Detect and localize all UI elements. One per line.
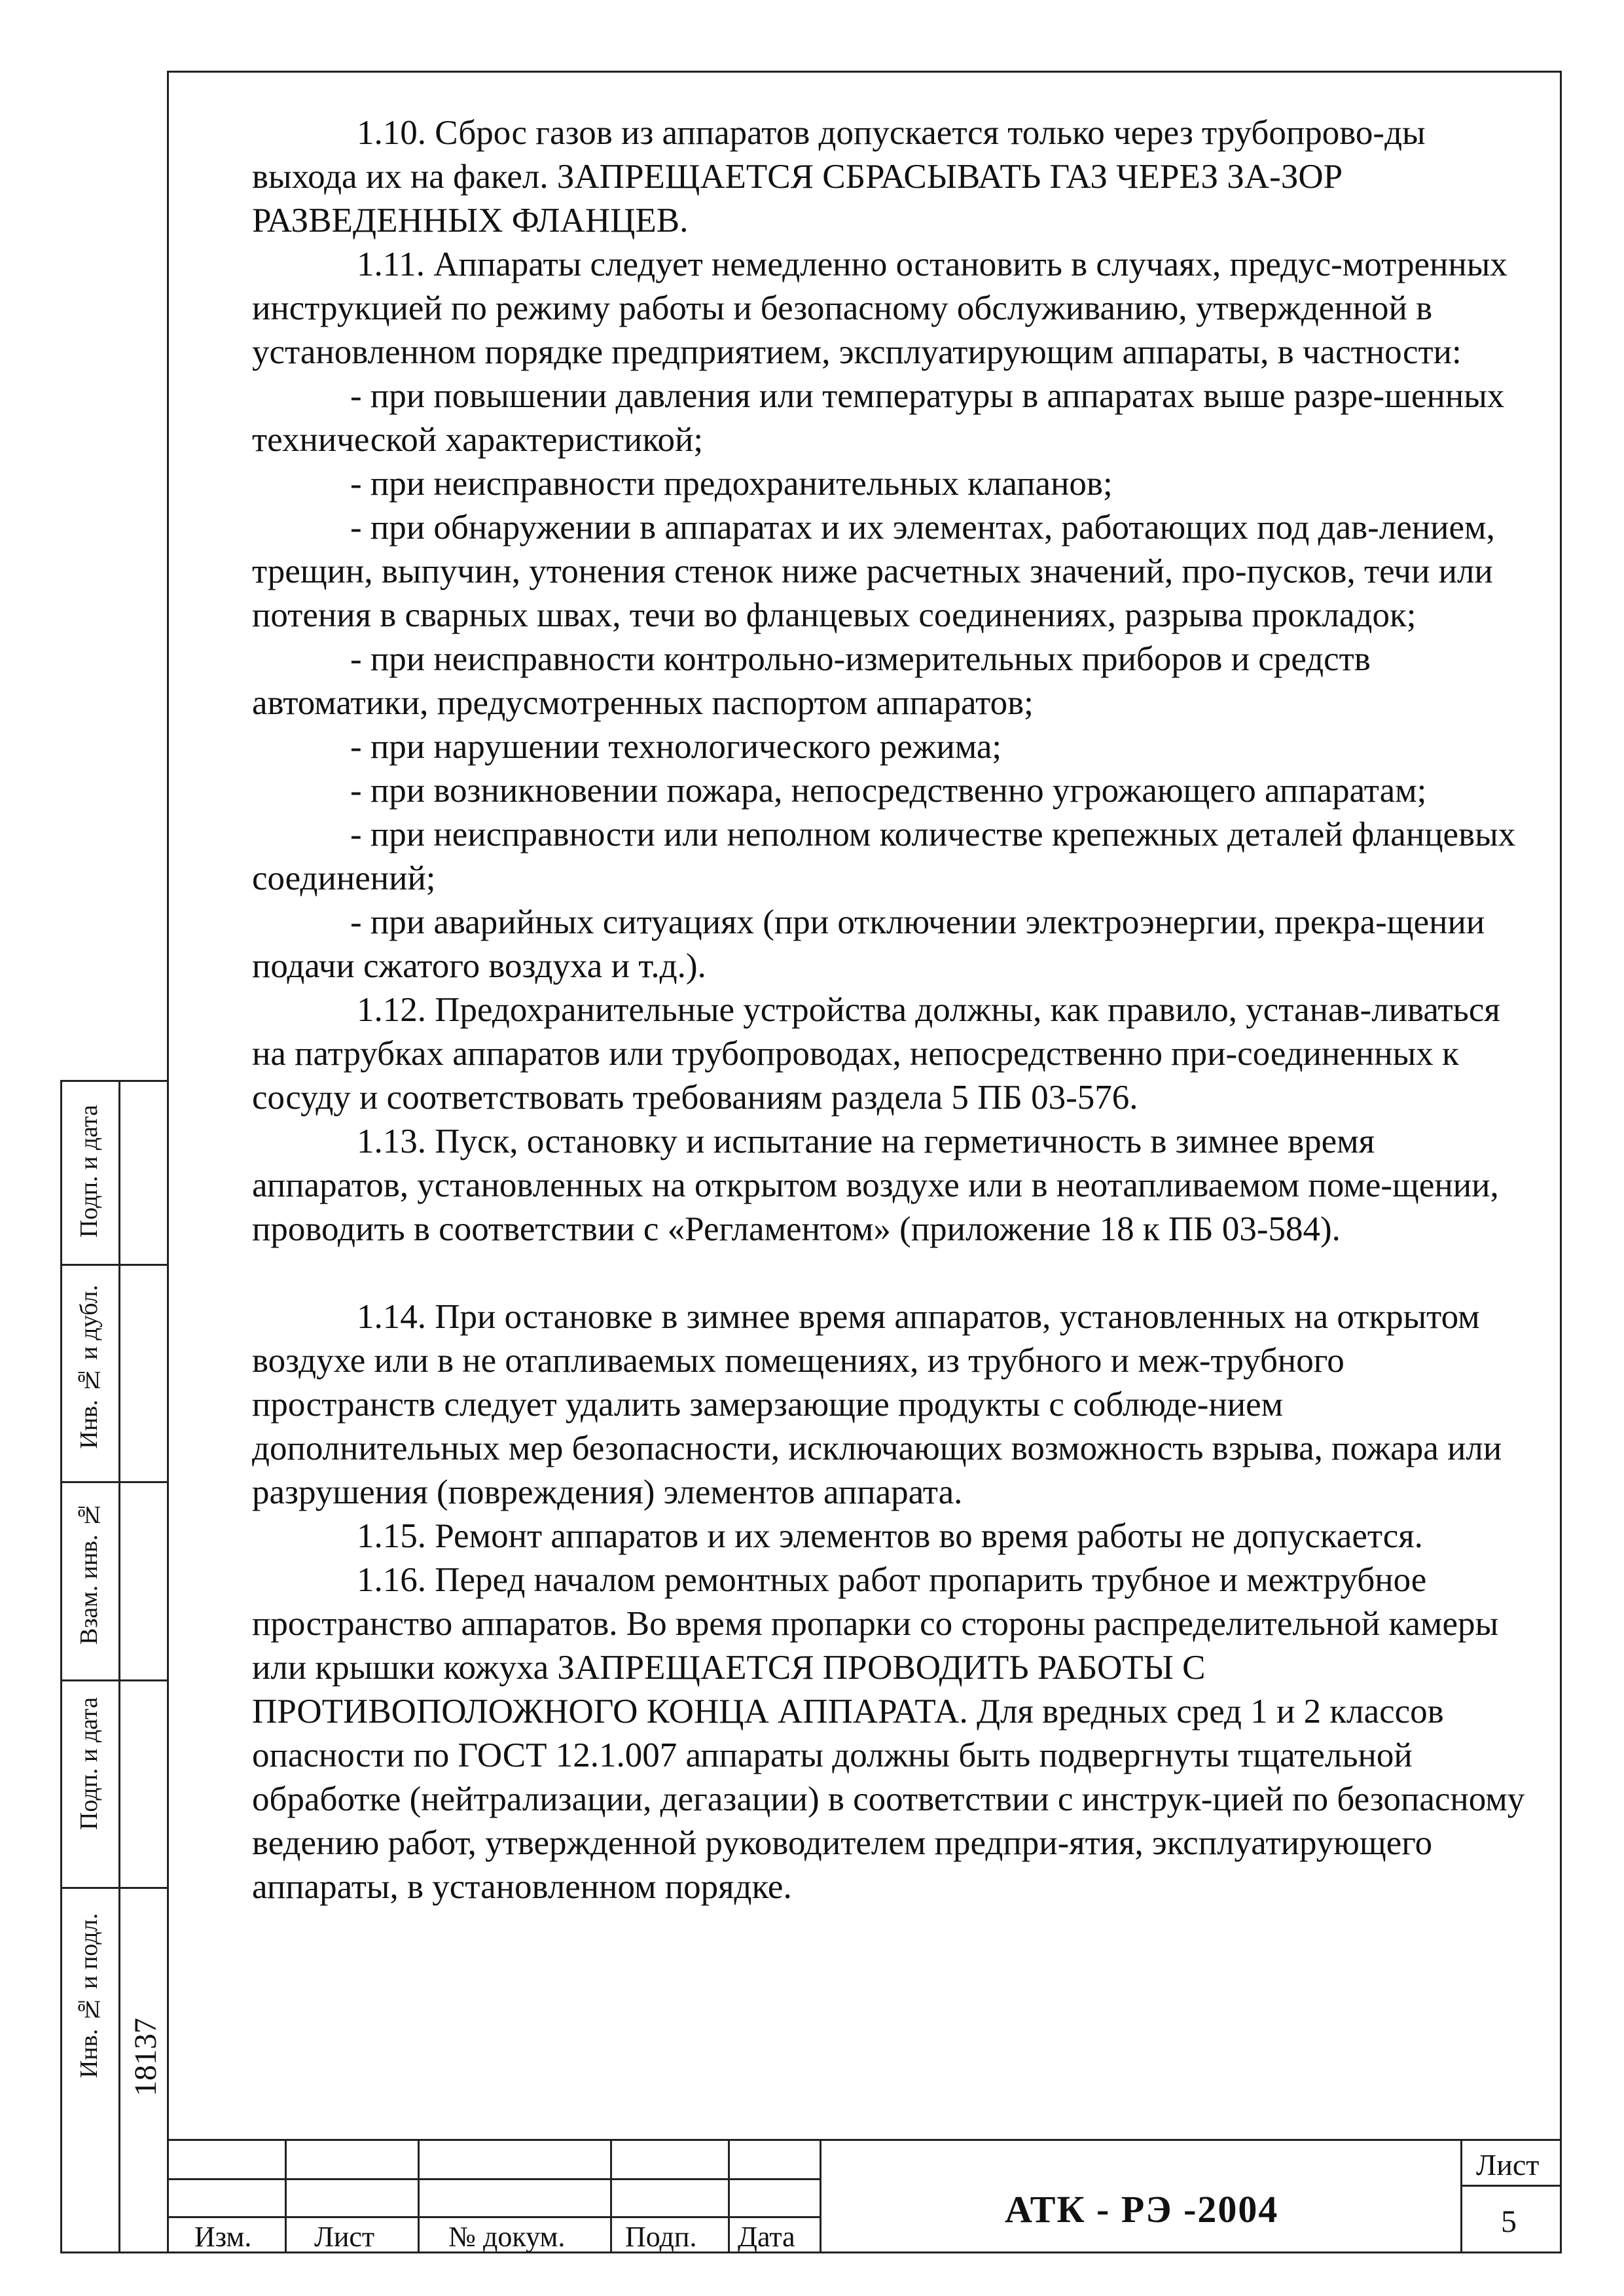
list-item: - при неисправности или неполном количестве крепежных деталей фланцевых соединений;	[252, 816, 1516, 897]
document-code: АТК - РЭ -2004	[1005, 2188, 1279, 2231]
side-label-inv-podl: Инв. № и подл.	[75, 1913, 103, 2079]
list-item: - при нарушении технологического режима;	[350, 728, 1002, 766]
tb-podp: Подп.	[625, 2221, 697, 2253]
paragraph-1-11: 1.11. Аппараты следует немедленно остановить в случаях, предус-мотренных инструкцией по режиму работы и безопасному обслуживанию, утвержденной в установленном порядке предприятием, эксплуатирующим аппараты, в частности:	[252, 245, 1507, 371]
tb-line	[610, 2141, 612, 2253]
list-item: - при возникновении пожара, непосредственно угрожающего аппаратам;	[350, 772, 1427, 810]
inventory-number: 18137	[128, 2018, 163, 2096]
tb-line	[820, 2141, 821, 2253]
list-item: - при неисправности предохранительных клапанов;	[350, 465, 1113, 503]
tb-izm: Изм.	[194, 2221, 252, 2253]
tb-line	[167, 2141, 169, 2253]
tb-line	[1460, 2185, 1562, 2187]
paragraph-1-10: 1.10. Сброс газов из аппаратов допускается только через трубопрово-ды выхода их на факел. ЗАПРЕЩАЕТСЯ СБРАСЫВАТЬ ГАЗ ЧЕРЕЗ ЗА-ЗОР РАЗВЕДЕННЫХ ФЛАНЦЕВ.	[252, 114, 1426, 240]
side-label-vzam-inv: Взам. инв. №	[75, 1501, 103, 1645]
paragraph-1-15: 1.15. Ремонт аппаратов и их элементов во время работы не допускается.	[357, 1517, 1423, 1555]
side-label-inv-dubl: Инв. № и дубл.	[75, 1285, 103, 1449]
sheet-number: 5	[1501, 2204, 1517, 2239]
tb-line	[728, 2141, 730, 2253]
tb-line	[1460, 2141, 1462, 2253]
side-divider	[62, 1481, 167, 1483]
side-label-podp-data: Подп. и дата	[75, 1105, 103, 1238]
list-item: - при неисправности контрольно-измерительных приборов и средств автоматики, предусмотренных паспортом аппаратов;	[252, 640, 1371, 722]
tb-list: Лист	[314, 2221, 375, 2253]
title-block	[167, 2139, 1562, 2253]
tb-line	[285, 2141, 287, 2253]
side-divider	[62, 1264, 167, 1266]
paragraph-1-16: 1.16. Перед началом ремонтных работ пропарить трубное и межтрубное пространство аппаратов. Во время пропарки со стороны распределительной камеры или крышки кожуха ЗАПРЕЩАЕТСЯ ПРОВОДИТЬ РАБОТЫ С ПРОТИВОПОЛОЖНОГО КОНЦА АППАРАТА. Для вредных сред 1 и 2 классов опасности по ГОСТ 12.1.007 аппараты должны быть подвергнуты тщательной обработке (нейтрализации, дегазации) в соответствии с инструк-цией по безопасному ведению работ, утвержденной руководителем предпри-ятия, эксплуатирующего аппараты, в установленном порядке.	[252, 1561, 1525, 1906]
paragraph-1-13: 1.13. Пуск, остановку и испытание на герметичность в зимнее время аппаратов, установленных на открытом воздухе или в неотапливаемом поме-щении, проводить в соответствии с «Регламентом» (приложение 18 к ПБ 03-584).	[252, 1122, 1499, 1248]
side-column-divider	[118, 1082, 120, 2251]
side-divider	[62, 1887, 167, 1889]
paragraph-1-14: 1.14. При остановке в зимнее время аппаратов, установленных на открытом воздухе или в не отапливаемых помещениях, из трубного и меж-трубного пространств следует удалить замерзающие продукты с соблюде-нием дополнительных мер безопасности, исключающих возможность взрыва, пожара или разрушения (повреждения) элементов аппарата.	[252, 1298, 1502, 1511]
tb-line	[167, 2216, 820, 2218]
paragraph-1-12: 1.12. Предохранительные устройства должны, как правило, устанав-ливаться на патрубках аппаратов или трубопроводах, непосредственно при-соединенных к сосуду и соответствовать требованиям раздела 5 ПБ 03-576.	[252, 991, 1500, 1117]
list-item: - при повышении давления или температуры в аппаратах выше разре-шенных технической характеристикой;	[252, 377, 1505, 459]
side-divider	[62, 1679, 167, 1681]
list-item: - при обнаружении в аппаратах и их элементах, работающих под дав-лением, трещин, выпучин, утонения стенок ниже расчетных значений, про-пусков, течи или потения в сварных швах, течи во фланцевых соединениях, разрыва прокладок;	[252, 509, 1495, 634]
tb-line	[167, 2178, 820, 2180]
list-item: - при аварийных ситуациях (при отключении электроэнергии, прекра-щении подачи сжатого воздуха и т.д.).	[252, 903, 1485, 985]
tb-line	[418, 2141, 420, 2253]
tb-data: Дата	[738, 2221, 795, 2253]
sheet-label: Лист	[1476, 2148, 1540, 2181]
side-stamp	[60, 1080, 167, 2253]
document-body	[252, 111, 1535, 1909]
side-label-podp-data-2: Подп. и дата	[75, 1697, 103, 1831]
tb-n-dokum: № докум.	[448, 2221, 566, 2253]
